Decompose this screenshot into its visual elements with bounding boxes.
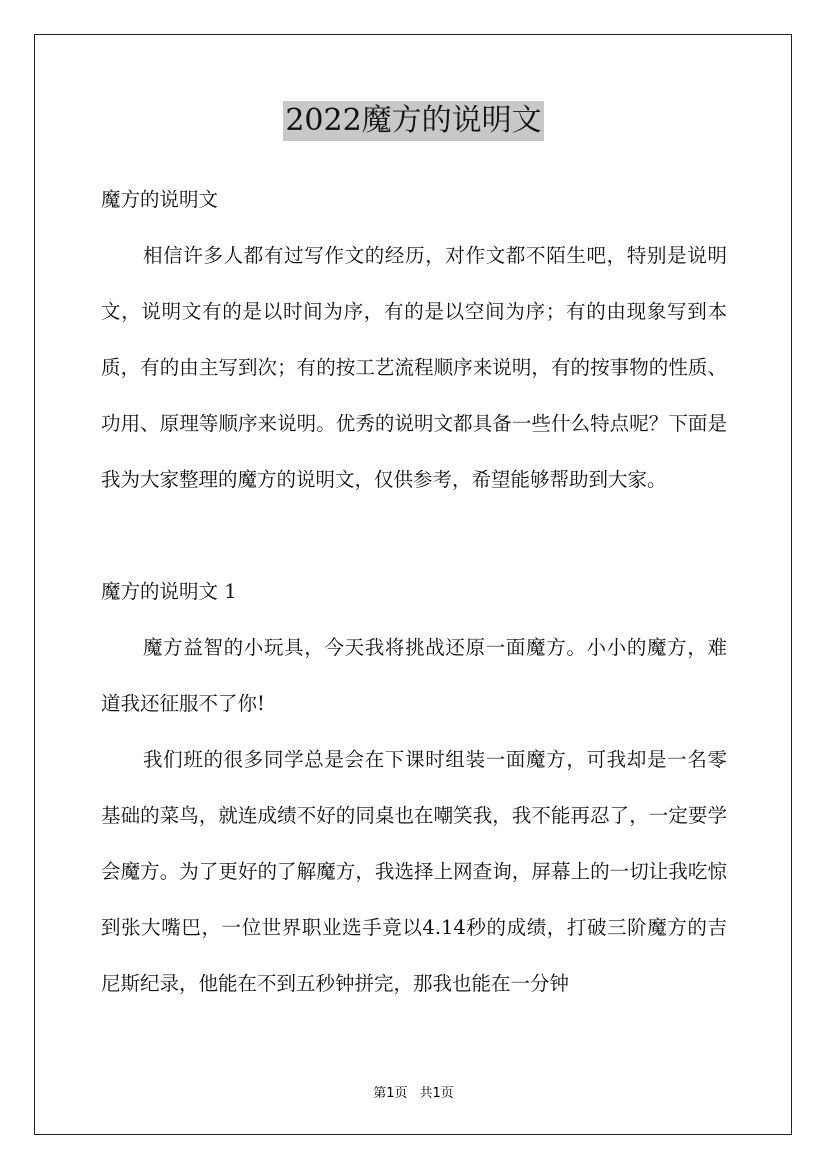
section-heading-1: 魔方的说明文 1 — [101, 580, 237, 603]
page-number-total: 共1页 — [419, 1086, 454, 1101]
document-title: 2022魔方的说明文 — [283, 101, 543, 141]
page-footer — [0, 1082, 827, 1101]
section-heading-main: 魔方的说明文 — [101, 188, 219, 211]
page-number-current: 第1页 — [373, 1086, 408, 1101]
blank-line — [101, 508, 727, 564]
paragraph-2: 我们班的很多同学总是会在下课时组装一面魔方，可我却是一名零基础的菜鸟，就连成绩不好的同桌也在嘲笑我，我不能再忍了，一定要学会魔方。为了更好的了解魔方，我选择上网查询，屏幕上的一切让我吃惊到张大嘴巴，一位世界职业选手竟以4.14秒的成绩，打破三阶魔方的吉尼斯纪录，他能在不到五秒钟拼完，那我也能在一分钟 — [101, 748, 727, 995]
intro-paragraph: 相信许多人都有过写作文的经历，对作文都不陌生吧，特别是说明文，说明文有的是以时间为序，有的是以空间为序；有的由现象写到本质，有的由主写到次；有的按工艺流程顺序来说明，有的按事物的性质、功用、原理等顺序来说明。优秀的说明文都具备一些什么特点呢？下面是我为大家整理的魔方的说明文，仅供参考，希望能够帮助到大家。 — [101, 244, 727, 491]
paragraph-1: 魔方益智的小玩具，今天我将挑战还原一面魔方。小小的魔方，难道我还征服不了你! — [101, 636, 727, 715]
document-title-wrapper — [0, 101, 827, 141]
document-body — [101, 172, 727, 1012]
